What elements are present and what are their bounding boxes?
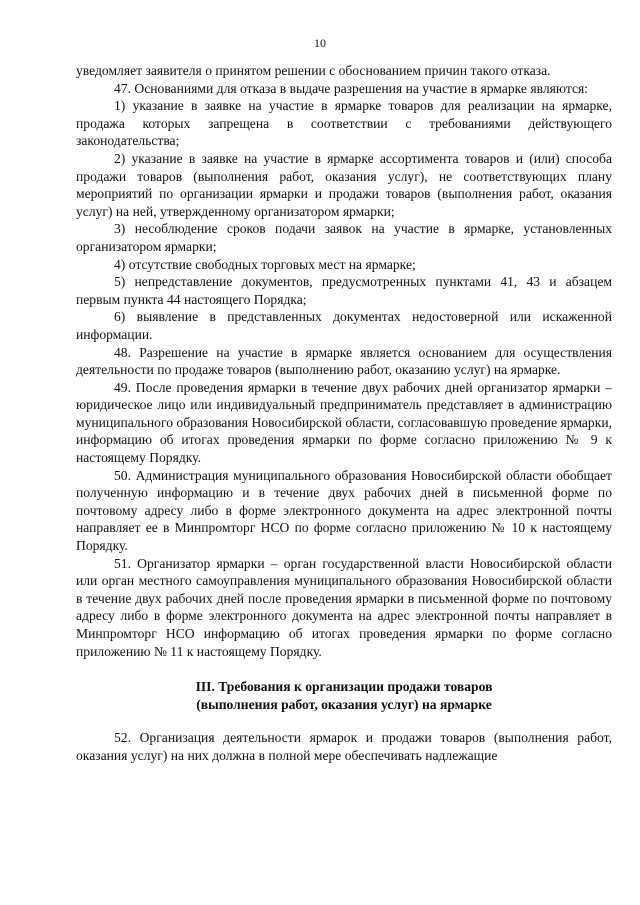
section-heading-line-2: (выполнения работ, оказания услуг) на ярмарке bbox=[196, 696, 492, 712]
paragraph: 2) указание в заявке на участие в ярмарке ассортимента товаров и (или) способа продажи товаров (выполнения работ, оказания услуг), не соответствующих плану мероприятий по организации ярмарки и продажи товаров (выполнения работ, оказания услуг) на ней, утвержденному организатором ярмарки; bbox=[76, 150, 612, 219]
section-heading bbox=[76, 678, 612, 713]
paragraph: 3) несоблюдение сроков подачи заявок на участие в ярмарке, установленных организатором ярмарки; bbox=[76, 221, 612, 254]
paragraph: 51. Организатор ярмарки – орган государственной власти Новосибирской области или орган местного самоуправления муниципального образования Новосибирской области в течение двух рабочих дней после проведения ярмарки в письменной форме по почтовому адресу либо в форме электронного документа на адрес электронной почты направляет в Минпромторг НСО информацию об итогах проведения ярмарки по форме согласно приложению № 11 к настоящему Порядку. bbox=[76, 555, 612, 659]
paragraph-list bbox=[76, 62, 612, 660]
paragraph: 6) выявление в представленных документах недостоверной или искаженной информации. bbox=[76, 309, 612, 342]
page-number: 10 bbox=[314, 36, 326, 50]
paragraph: уведомляет заявителя о принятом решении с обоснованием причин такого отказа. bbox=[76, 63, 551, 78]
paragraph: 4) отсутствие свободных торговых мест на ярмарке; bbox=[114, 256, 416, 272]
document-body bbox=[76, 62, 612, 765]
paragraph: 49. После проведения ярмарки в течение двух рабочих дней организатор ярмарки – юридическое лицо или индивидуальный предприниматель представляет в администрацию муниципального образования Новосибирской области, согласовавшую проведение ярмарки, информацию об итогах проведения ярмарки по форме согласно приложению № 9 к настоящему Порядку. bbox=[76, 379, 612, 466]
paragraph: 1) указание в заявке на участие в ярмарке товаров для реализации на ярмарке, продажа которых запрещена в соответствии с требованиями действующего законодательства; bbox=[76, 98, 612, 149]
paragraph: 48. Разрешение на участие в ярмарке является основанием для осуществления деятельности по продаже товаров (выполнению работ, оказанию услуг) на ярмарке. bbox=[76, 344, 612, 378]
paragraph: 5) непредставление документов, предусмотренных пунктами 41, 43 и абзацем первым пункта 44 настоящего Порядка; bbox=[76, 274, 612, 307]
section-heading-line-1: III. Требования к организации продажи товаров bbox=[195, 679, 493, 695]
paragraph: 47. Основаниями для отказа в выдаче разрешения на участие в ярмарке являются: bbox=[114, 80, 589, 96]
paragraph-52: 52. Организация деятельности ярмарок и продажи товаров (выполнения работ, оказания услуг) на них должна в полной мере обеспечивать надлежащие bbox=[76, 730, 612, 763]
paragraph: 50. Администрация муниципального образования Новосибирской области обобщает полученную информацию и в течение двух рабочих дней в письменной форме по почтовому адресу либо в форме электронного документа на адрес электронной почты направляет ее в Минпромторг НСО по форме согласно приложению № 10 к настоящему Порядку. bbox=[76, 467, 612, 554]
